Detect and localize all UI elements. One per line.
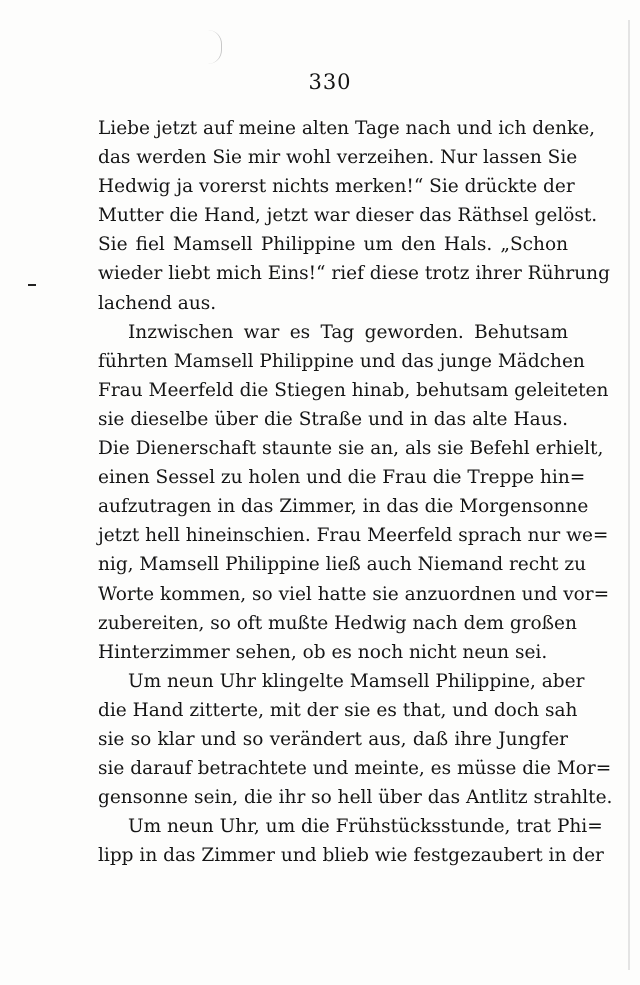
- pencil-mark: [207, 30, 222, 64]
- text-line: sie dieselbe über die Straße und in das alte Haus.: [98, 408, 568, 430]
- text-line: Hinterzimmer sehen, ob es noch nicht neun sei.: [98, 641, 548, 663]
- text-line: aufzutragen in das Zimmer, in das die Morgensonne: [98, 496, 589, 518]
- text-line: lachend aus.: [98, 292, 217, 314]
- text-line: Die Dienerschaft staunte sie an, als sie Befehl erhielt,: [98, 438, 604, 460]
- text-line: Worte kommen, so viel hatte sie anzuordnen und vor=: [98, 583, 610, 605]
- text-line: wieder liebt mich Eins!“ rief diese trotz ihrer Rührung: [98, 263, 610, 285]
- text-line: nig, Mamsell Philippine ließ auch Niemand recht zu: [98, 554, 586, 576]
- body-text: [98, 114, 613, 870]
- text-line: die Hand zitterte, mit der sie es that, und doch sah: [98, 699, 578, 721]
- text-line: Inzwischen war es Tag geworden. Behutsam: [128, 321, 568, 343]
- text-line: gensonne sein, die ihr so hell über das Antlitz strahlte.: [98, 787, 613, 809]
- text-line: Um neun Uhr klingelte Mamsell Philippine, aber: [128, 670, 585, 692]
- text-line: führten Mamsell Philippine und das junge Mädchen: [98, 350, 585, 372]
- text-line: das werden Sie mir wohl verzeihen. Nur lassen Sie: [98, 147, 578, 169]
- page-edge-shadow: [628, 20, 630, 970]
- text-line: sie so klar und so verändert aus, daß ihre Jungfer: [98, 728, 568, 750]
- text-line: Frau Meerfeld die Stiegen hinab, behutsam geleiteten: [98, 379, 609, 401]
- text-line: lipp in das Zimmer und blieb wie festgezaubert in der: [98, 845, 604, 867]
- text-line: Hedwig ja vorerst nichts merken!“ Sie drückte der: [98, 176, 575, 198]
- text-line: sie darauf betrachtete und meinte, es müsse die Mor=: [98, 758, 612, 780]
- text-line: jetzt hell hineinschien. Frau Meerfeld sprach nur we=: [98, 525, 609, 547]
- text-line: Um neun Uhr, um die Frühstücksstunde, trat Phi=: [128, 816, 603, 838]
- margin-mark: [28, 284, 36, 286]
- text-line: zubereiten, so oft mußte Hedwig nach dem großen: [98, 612, 577, 634]
- text-line: Mutter die Hand, jetzt war dieser das Räthsel gelöst.: [98, 205, 598, 227]
- text-line: Liebe jetzt auf meine alten Tage nach und ich denke,: [98, 118, 596, 139]
- text-line: Sie fiel Mamsell Philippine um den Hals. „Schon: [98, 234, 568, 256]
- text-line: einen Sessel zu holen und die Frau die Treppe hin=: [98, 467, 586, 489]
- page-number: 330: [308, 70, 352, 94]
